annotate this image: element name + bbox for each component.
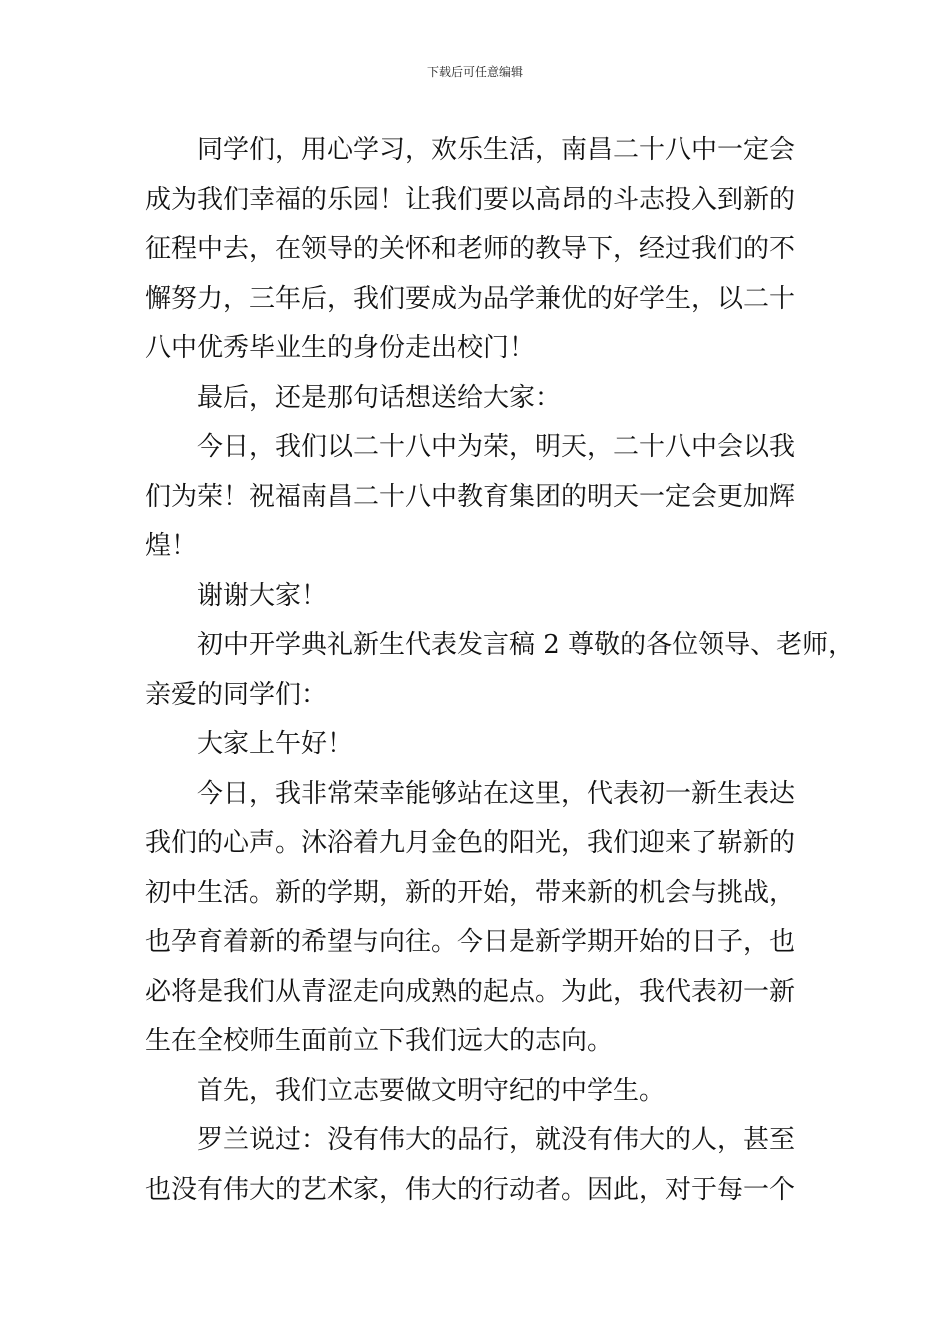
text-line: 最后，还是那句话想送给大家： (197, 382, 562, 413)
text-line: 八中优秀毕业生的身份走出校门！ (145, 333, 536, 363)
paragraph (145, 621, 855, 720)
paragraph (145, 1116, 810, 1215)
text-line: 大家上午好！ (197, 729, 354, 759)
page-header: 下载后可任意编辑 (426, 65, 523, 79)
paragraph (145, 572, 810, 622)
text-line: 今日，我非常荣幸能够站在这里，代表初一新生表达 (197, 778, 796, 809)
text-line: 我们的心声。沐浴着九月金色的阳光，我们迎来了崭新的 (145, 828, 796, 858)
text-line: 同学们，用心学习，欢乐生活，南昌二十八中一定会 (197, 135, 796, 165)
paragraph (145, 720, 810, 770)
text-line: 罗兰说过：没有伟大的品行，就没有伟大的人，甚至 (197, 1125, 796, 1155)
text-line: 首先，我们立志要做文明守纪的中学生。 (197, 1075, 666, 1106)
text-line: 煌！ (145, 531, 198, 561)
text-line: 也没有伟大的艺术家，伟大的行动者。因此，对于每一个 (145, 1174, 796, 1205)
text-line: 初中生活。新的学期，新的开始，带来新的机会与挑战， (145, 877, 796, 908)
text-line: 必将是我们从青涩走向成熟的起点。为此，我代表初一新 (145, 976, 796, 1007)
paragraph (145, 126, 810, 374)
text-line: 也孕育着新的希望与向往。今日是新学期开始的日子，也 (145, 927, 796, 957)
text-line: 亲爱的同学们： (145, 679, 328, 710)
text-line: 懈努力，三年后，我们要成为品学兼优的好学生，以二十 (145, 283, 796, 314)
text-line: 今日，我们以二十八中为荣，明天，二十八中会以我 (197, 432, 796, 462)
paragraph (145, 374, 810, 424)
document-body (145, 126, 855, 1215)
text-line: 初中开学典礼新生代表发言稿 2 尊敬的各位领导、老师， (197, 630, 855, 660)
text-line: 生在全校师生面前立下我们远大的志向。 (145, 1026, 614, 1056)
text-line: 成为我们幸福的乐园！让我们要以高昂的斗志投入到新的 (145, 184, 796, 215)
paragraph (145, 770, 810, 1067)
paragraph (145, 1067, 810, 1117)
paragraph (145, 423, 810, 572)
text-line: 征程中去，在领导的关怀和老师的教导下，经过我们的不 (145, 234, 796, 264)
text-line: 谢谢大家！ (197, 580, 328, 611)
text-line: 们为荣！祝福南昌二十八中教育集团的明天一定会更加辉 (145, 481, 796, 512)
